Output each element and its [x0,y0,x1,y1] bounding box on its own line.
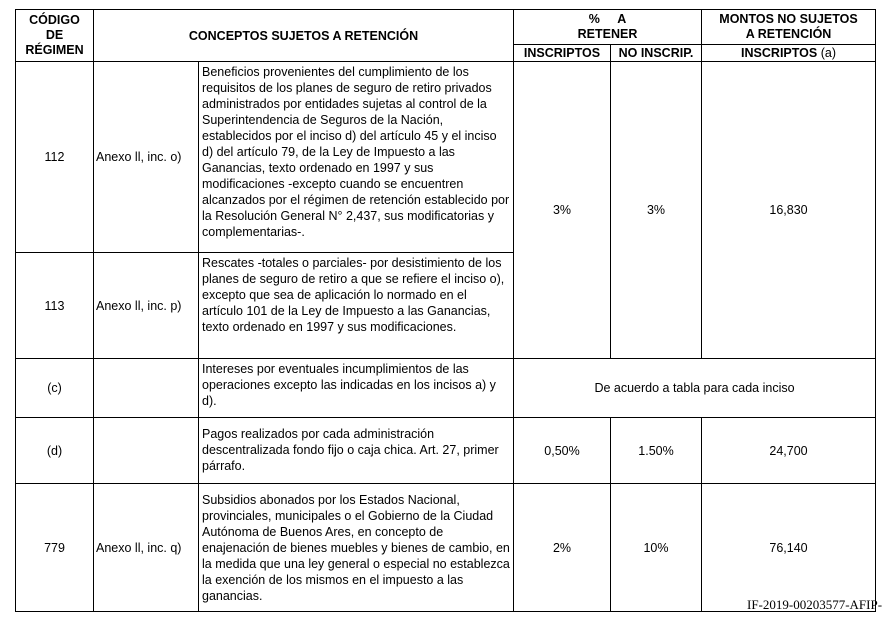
table-row [16,62,876,253]
row-inscriptos: 0,50% [514,418,611,484]
header-codigo-line3: RÉGIMEN [25,43,84,57]
row-inscriptos: 3% [514,62,611,359]
row-anexo: Anexo ll, inc. o) [94,62,199,253]
header-codigo-line2: DE [45,28,64,42]
header-montos [702,10,876,45]
table-row [16,359,876,418]
retention-table [15,9,876,612]
row-code: 112 [16,62,94,253]
row-inscriptos: 2% [514,484,611,612]
header-montos-inscriptos-label: INSCRIPTOS [741,46,818,60]
header-codigo-line1: CÓDIGO [29,13,80,27]
row-description: Rescates -totales o parciales- por desistimiento de los planes de seguro de retiro a que se refiere el inciso o), excepto que sea de aplicación lo normado en el artículo 101 de la Ley de Impuesto a las Ganancias, texto ordenado en 1997 y sus modificaciones. [199,253,514,359]
row-anexo: Anexo ll, inc. q) [94,484,199,612]
row-no-inscrip: 1.50% [611,418,702,484]
header-pct-line2: RETENER [577,27,638,41]
row-description: Subsidios abonados por los Estados Nacional, provinciales, municipales o el Gobierno de la Ciudad Autónoma de Buenos Ares, en concepto de enajenación de bienes muebles y bienes de cambio, en la medida que una ley general o especial no establezca la exención de los mismos en el impuesto a las ganancias. [199,484,514,612]
row-code: (d) [16,418,94,484]
table-row [16,418,876,484]
header-montos-line2: A RETENCIÓN [745,27,832,41]
header-no-inscrip: NO INSCRIP. [611,45,702,62]
row-anexo: Anexo ll, inc. p) [94,253,199,359]
row-code: 113 [16,253,94,359]
row-anexo [94,359,199,418]
table-row [16,484,876,612]
row-monto: 16,830 [702,62,876,359]
header-inscriptos: INSCRIPTOS [514,45,611,62]
row-code: 779 [16,484,94,612]
row-code: (c) [16,359,94,418]
row-merged-note: De acuerdo a tabla para cada inciso [514,359,876,418]
row-description: Beneficios provenientes del cumplimiento de los requisitos de los planes de seguro de retiro privados administrados por entidades sujetas al control de la Superintendencia de Seguros de la Nación, establecidos por el inciso d) del artículo 45 y el inciso d) del artículo 79, de la Ley de Impuesto a las Ganancias, texto ordenado en 1997 y sus modificaciones -excepto cuando se encuentren alcanzados por el régimen de retención establecido por la Resolución General N° 2,437, sus modificatorias y complementarias-. [199,62,514,253]
header-montos-inscriptos [702,45,876,62]
header-codigo [16,10,94,62]
row-anexo [94,418,199,484]
row-monto: 24,700 [702,418,876,484]
header-montos-line1: MONTOS NO SUJETOS [719,12,858,26]
header-pct-line1: % A [588,12,627,26]
header-conceptos: CONCEPTOS SUJETOS A RETENCIÓN [94,10,514,62]
row-no-inscrip: 3% [611,62,702,359]
row-description: Intereses por eventuales incumplimientos de las operaciones excepto las indicadas en los incisos a) y d). [199,359,514,418]
row-monto: 76,140 [702,484,876,612]
row-description: Pagos realizados por cada administración descentralizada fondo fijo o caja chica. Art. 27, primer párrafo. [199,418,514,484]
document-id-footer: IF-2019-00203577-AFIP- [747,597,883,612]
row-no-inscrip: 10% [611,484,702,612]
header-montos-note: (a) [820,46,836,60]
header-pct [514,10,702,45]
